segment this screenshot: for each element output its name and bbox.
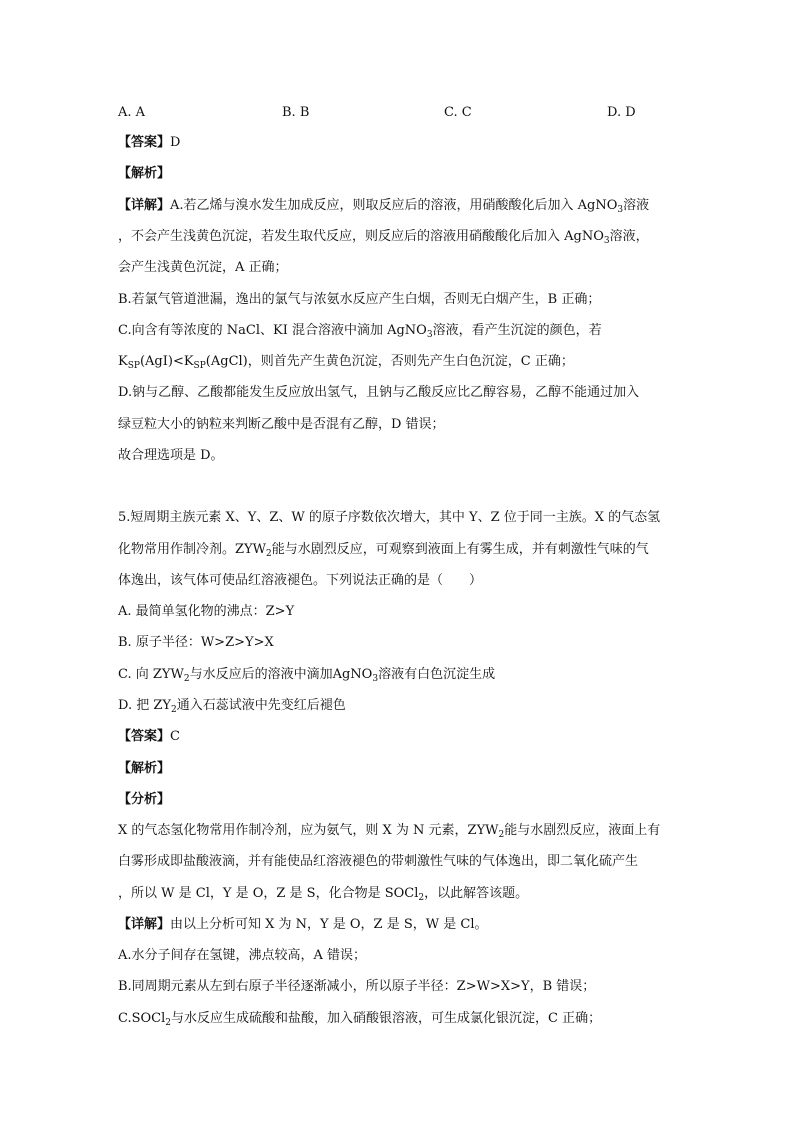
q5-fenxi-line-2: 白雾形成即盐酸液滴，并有能使品红溶液褪色的带刺激性气味的气体逸出，即二氧化硫产生 <box>118 854 639 869</box>
q4-detail-line-2: ，不会产生浅黄色沉淀，若发生取代反应，则反应后的溶液用硝酸酸化后加入 AgNO$_3$溶液， <box>118 229 649 246</box>
q4-detail-line-3: 会产生浅黄色沉淀，A 正确； <box>118 260 288 275</box>
q5-detail-b: B.同周期元素从左到右原子半径逐渐减小，所以原子半径：Z>W>X>Y，B 错误； <box>118 979 596 994</box>
q4-c-line-1: C.向含有等浓度的 NaCl、KI 混合溶液中滴加 AgNO$_3$溶液，看产生沉淀的颜色，若 <box>118 323 602 340</box>
q5-option-c: C. 向 $ZYW_2$与水反应后的溶液中滴加AgNO$_3$溶液有白色沉淀生成 <box>118 667 496 684</box>
q4-analysis-label: 【解析】 <box>118 166 171 181</box>
q5-fenxi-line-1: X 的气态氢化物常用作制冷剂，应为氨气，则 X 为 N 元素，$ZYW_2$能与水剧烈反应，液面上有 <box>118 823 661 840</box>
q5-stem-line-2: 化物常用作制冷剂。$ZYW_2$能与水剧烈反应，可观察到液面上有雾生成，并有刺激性气味的气 <box>118 542 649 559</box>
q5-stem-line-3: 体逸出，该气体可使品红溶液褪色。下列说法正确的是（ ） <box>118 573 483 588</box>
q4-detail-line-1: 【详解】A.若乙烯与溴水发生加成反应，则取反应后的溶液，用硝酸酸化后加入 AgNO$_3$溶液 <box>118 198 650 215</box>
q4-answer: 【答案】D <box>118 135 181 150</box>
q5-analysis-label: 【解析】 <box>118 761 171 776</box>
q4-b-line: B.若氯气管道泄漏，逸出的氯气与浓氨水反应产生白烟，否则无白烟产生，B 正确； <box>118 292 601 307</box>
option-b: B. B <box>282 105 310 120</box>
q5-fenxi-line-3: ，所以 W 是 Cl，Y 是 O，Z 是 S，化合物是 SOCl$_2$，以此解答该题。 <box>118 886 529 903</box>
option-a: A. A <box>118 105 146 120</box>
q5-option-b: B. 原子半径：W>Z>Y>X <box>118 635 274 650</box>
q4-d-line-2: 绿豆粒大小的钠粒来判断乙酸中是否混有乙醇，D 错误； <box>118 417 445 432</box>
q4-conclusion: 故合理选项是 D。 <box>118 448 224 463</box>
q5-detail-line-1: 【详解】由以上分析可知 X 为 N，Y 是 O，Z 是 S，W 是 Cl。 <box>118 917 488 932</box>
q5-fenxi-label: 【分析】 <box>118 792 171 807</box>
q5-detail-c: C.SOCl$_2$与水反应生成硫酸和盐酸，加入硝酸银溶液，可生成氯化银沉淀，C 正确； <box>118 1011 602 1028</box>
q5-detail-a: A.水分子间存在氢键，沸点较高，A 错误； <box>118 948 367 963</box>
q5-answer: 【答案】C <box>118 729 180 744</box>
q5-stem-line-1: 5.短周期主族元素 X、Y、Z、W 的原子序数依次增大，其中 Y、Z 位于同一主族。X 的气态氢 <box>118 510 661 525</box>
q5-option-a: A. 最简单氢化物的沸点：Z>Y <box>118 604 295 619</box>
q4-d-line-1: D.钠与乙醇、乙酸都能发生反应放出氢气，且钠与乙酸反应比乙醇容易，乙醇不能通过加入 <box>118 385 640 400</box>
q4-c-line-2: $K_{SP}(AgI)<K_{SP}(AgCl)$，则首先产生黄色沉淀，否则先产生白色沉淀，C 正确； <box>118 354 574 371</box>
option-c: C. C <box>444 105 472 120</box>
q5-option-d: D. 把 $ZY_2$通入石蕊试液中先变红后褪色 <box>118 698 346 715</box>
option-d: D. D <box>607 105 636 120</box>
